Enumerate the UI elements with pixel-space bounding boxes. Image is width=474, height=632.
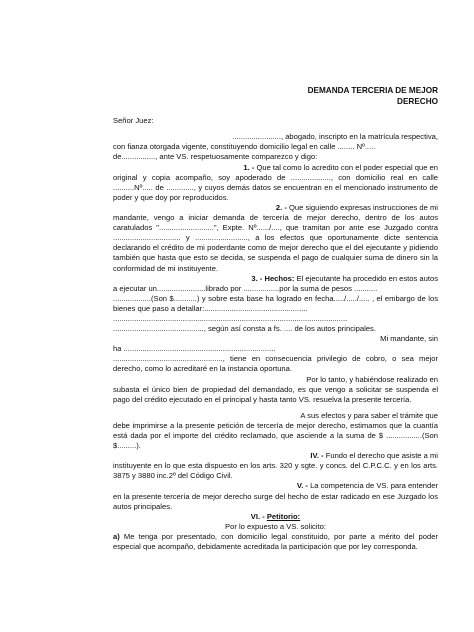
document-body <box>113 86 438 552</box>
intro-line-1: ......................., abogado, inscripto en la matrícula respectiva, <box>232 132 438 142</box>
paragraph-2-head <box>113 203 438 213</box>
paragraph-4-number: IV. - <box>310 451 324 461</box>
title-line-1: DEMANDA TERCERIA DE MEJOR <box>307 86 438 95</box>
title-line-2: DERECHO <box>397 96 438 106</box>
paragraph-3-heading: Hechos: <box>264 273 295 283</box>
paragraph-5-head <box>113 481 438 491</box>
paragraph-5-body: en la presente tercería de mejor derecho surge del hecho de estar radicado en ese Juzgado los autos principales. <box>113 491 438 511</box>
paragraph-1-head <box>113 163 438 173</box>
paragraph-3-line-2: a ejecutar un.......................librado por .................por la suma de pesos ........... <box>113 283 378 293</box>
intro-line-3: de................, ante VS. respetuosamente comparezco y digo: <box>113 152 318 162</box>
document-title <box>113 86 438 107</box>
paragraph-3-line-8: ...................................................., tiene en consecuencia privilegio de cobro, o sea mejor derecho, como lo acreditaré en la instancia oportuna. <box>113 354 438 374</box>
paragraph-3-line-10: subasta el único bien de propiedad del demandado, es que vengo a solicitar se suspenda el pago del crédito ejecutado en el principal y hasta tanto VS. resuelva la presente tercería. <box>113 384 438 404</box>
paragraph-1-body: original y copia acompaño, soy apoderado de ..................., con domicilio real en calle ..........Nº..... de ............., y cuyos demás datos se encuentran en el mencionado instrumento de poder y que doy por reproducidos. <box>113 172 438 202</box>
petition-item-a-text: Me tenga por presentado, con domicilio legal constituido, por parte a mérito del poder especial que acompaño, debidamente acreditada la participación que por ley corresponda. <box>113 531 438 552</box>
paragraph-3-line-3: ..................(Son $...........) y sobre esta base ha logrado en fecha...../...../..... , el embargo de los bienes que paso a detallar:................................................. <box>113 293 438 313</box>
paragraph-3-line-9: Por lo tanto, y habiéndose realizado en <box>306 374 438 384</box>
paragraph-3-head <box>113 274 438 284</box>
paragraph-3-line-7: ha ........................................................................ <box>113 344 276 354</box>
paragraph-6-head <box>113 512 438 522</box>
paragraph-6-line-1: Por lo expuesto a VS. solicito: <box>225 521 326 531</box>
paragraph-3-line-5: ..........................................., según así consta a fs. .... de los autos principales. <box>113 324 376 334</box>
paragraph-1-number: 1. - <box>243 162 255 172</box>
paragraph-6-number: VI. - <box>250 511 265 521</box>
paragraph-2-number: 2. - <box>275 202 287 212</box>
paragraph-6-heading: Petitorio: <box>266 511 301 521</box>
paragraph-2-body: mandante, vengo a iniciar demanda de tercería de mejor derecho, dentro de los autos caratulados "..........................", Expte. Nº....../...., que tramitan por ante ese Juzgado contra ................................ y ........................., a los efectos que oportunamente dicte sentencia declarando el crédito de mi poderdante como de mejor derecho que el del ejecutante y pidiendo también que hasta que esto se decida, se suspenda el pago de cualquier suma de dinero sin la conformidad de mi instituyente. <box>113 213 438 273</box>
paragraph-3b-line-1: A sus efectos y para saber el trámite que <box>300 410 438 420</box>
paragraph-3-line-1: El ejecutante ha procedido en estos autos <box>296 273 438 283</box>
intro-line-2: con fianza otorgada vigente, constituyendo domicilio legal en calle ........ Nº..... <box>113 142 376 152</box>
paragraph-4-head <box>113 451 438 461</box>
paragraph-3-number: 3. - <box>251 273 263 283</box>
paragraph-4-line-1: Fundo el derecho que asiste a mi <box>325 451 438 461</box>
paragraph-3-line-6: Mi mandante, sin <box>380 334 438 344</box>
paragraph-5-number: V. - <box>296 481 308 491</box>
paragraph-3b-body: debe imprimirse a la presente petición de tercería de mejor derecho, estimamos que la cuantía está dada por el importe del crédito reclamado, que asciende a la suma de $ .................(Son $.........). <box>113 420 438 451</box>
petition-item-a-label: a) <box>113 531 120 541</box>
paragraph-5-line-1: La competencia de VS. para entender <box>310 481 438 491</box>
paragraph-1-line-1: Que tal como lo acredito con el poder especial que en <box>256 162 438 172</box>
paragraph-4-body: instituyente en lo que esta dispuesto en los arts. 320 y sgte. y concs. del C.P.C.C. y en los arts. 3875 y 3880 inc.2º del Código Civil. <box>113 461 438 481</box>
paragraph-2-line-1: Que siguiendo expresas instrucciones de mi <box>288 202 438 212</box>
petition-item-a <box>113 532 438 552</box>
paragraph-3-line-4: ............................................................................................................... <box>113 313 348 323</box>
greeting: Señor Juez: <box>113 116 154 126</box>
